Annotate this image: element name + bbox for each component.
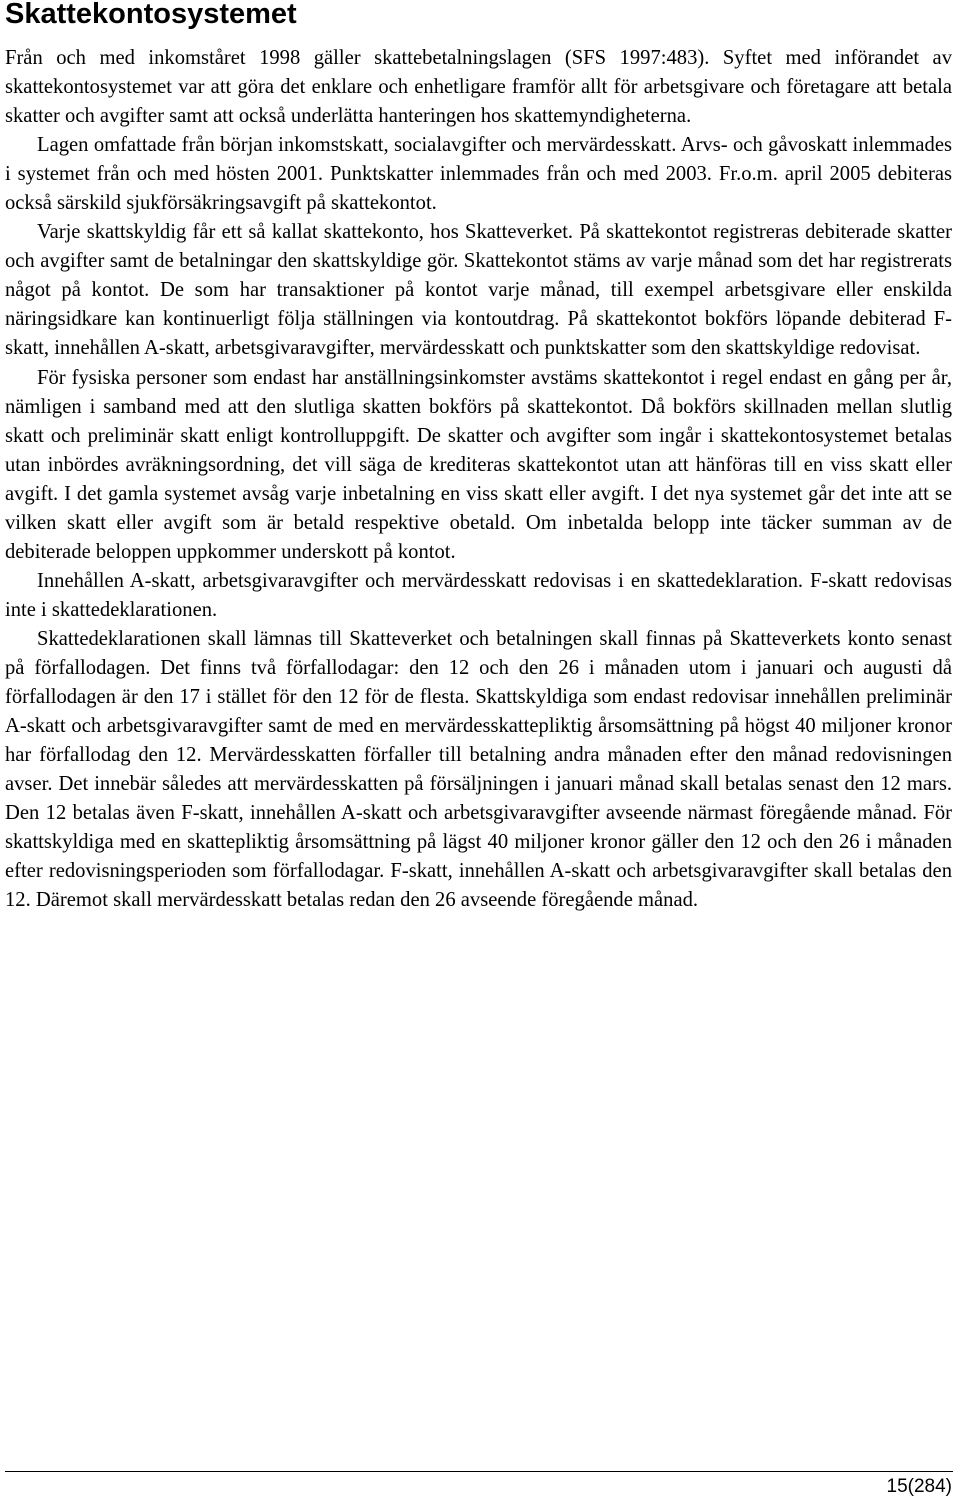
page-title: Skattekontosystemet [5,0,297,30]
paragraph-physical-persons: För fysiska personer som endast har anställningsinkomster avstäms skattekontot i regel endast en gång per år, nämligen i samband med att den slutliga skatten bokförs på skattekontot. Då bokförs skillnaden mellan slutlig skatt och preliminär skatt enligt kontrolluppgift. De skatter och avgifter som ingår i skattekontosystemet betalas utan inbördes avräkningsordning, det vill säga de krediteras skattekontot utan att hänföras till en viss skatt eller avgift. I det gamla systemet avsåg varje inbetalning en viss skatt eller avgift. I det nya systemet går det inte att se vilken skatt eller avgift som är betald respektive obetald. Om inbetalda belopp inte täcker summan av de debiterade beloppen uppkommer underskott på kontot. [5,366,952,563]
paragraph-due-dates: Skattedeklarationen skall lämnas till Skatteverket och betalningen skall finnas på Skatteverkets konto senast på förfallodagen. Det finns två förfallodagar: den 12 och den 26 i månaden utom i januari och augusti då förfallodagen är den 17 i stället för den 12 för de flesta. Skattskyldiga som endast redovisar innehållen preliminär A-skatt och arbetsgivaravgifter samt de med en mervärdesskattepliktig årsomsättning på högst 40 miljoner kronor har förfallodag den 12. Mervärdesskatten förfaller till betalning andra månaden efter den månad redovisningen avser. Det innebär således att mervärdesskatten på försäljningen i januari månad skall betalas senast den 12 mars. Den 12 betalas även F-skatt, innehållen A-skatt och arbetsgivaravgifter avseende närmast föregående månad. För skattskyldiga med en skattepliktig årsomsättning på lägst 40 miljoner kronor gäller den 12 och den 26 i månaden efter redovisningsperioden som förfallodagar. F-skatt, innehållen A-skatt och arbetsgivaravgifter skall betalas den 12. Däremot skall mervärdesskatt betalas redan den 26 avseende föregående månad. [5,627,952,912]
document-body [5,44,952,915]
paragraph-scope: Lagen omfattade från början inkomstskatt, socialavgifter och mervärdesskatt. Arvs- och gåvoskatt inlemmades i systemet från och med hösten 2001. Punktskatter inlemmades från och med 2003. Fr.o.m. april 2005 debiteras också särskild sjukförsäkringsavgift på skattekontot. [5,134,952,215]
footer-divider [5,1471,953,1472]
paragraph-tax-return: Innehållen A-skatt, arbetsgivaravgifter och mervärdesskatt redovisas i en skattedeklaration. F-skatt redovisas inte i skattedeklarationen. [5,569,952,621]
paragraph-intro: Från och med inkomståret 1998 gäller skattebetalningslagen (SFS 1997:483). Syftet med införandet av skattekontosystemet var att göra det enklare och enhetligare framför allt för arbetsgivare och företagare att betala skatter och avgifter samt att också underlätta hanteringen hos skattemyndigheterna. [5,47,952,128]
paragraph-tax-account: Varje skattskyldig får ett så kallat skattekonto, hos Skatteverket. På skattekontot registreras debiterade skatter och avgifter samt de betalningar den skattskyldige gör. Skattekontot stäms av varje månad som det har registrerats något på kontot. De som har transaktioner på kontot varje månad, till exempel arbetsgivare eller enskilda näringsidkare kan kontinuerligt följa ställningen via kontoutdrag. På skattekontot bokförs löpande debiterad F-skatt, innehållen A-skatt, arbetsgivaravgifter, mervärdesskatt och punktskatter som den skattskyldige redovisat. [5,221,952,360]
page-number: 15(284) [886,1476,952,1497]
